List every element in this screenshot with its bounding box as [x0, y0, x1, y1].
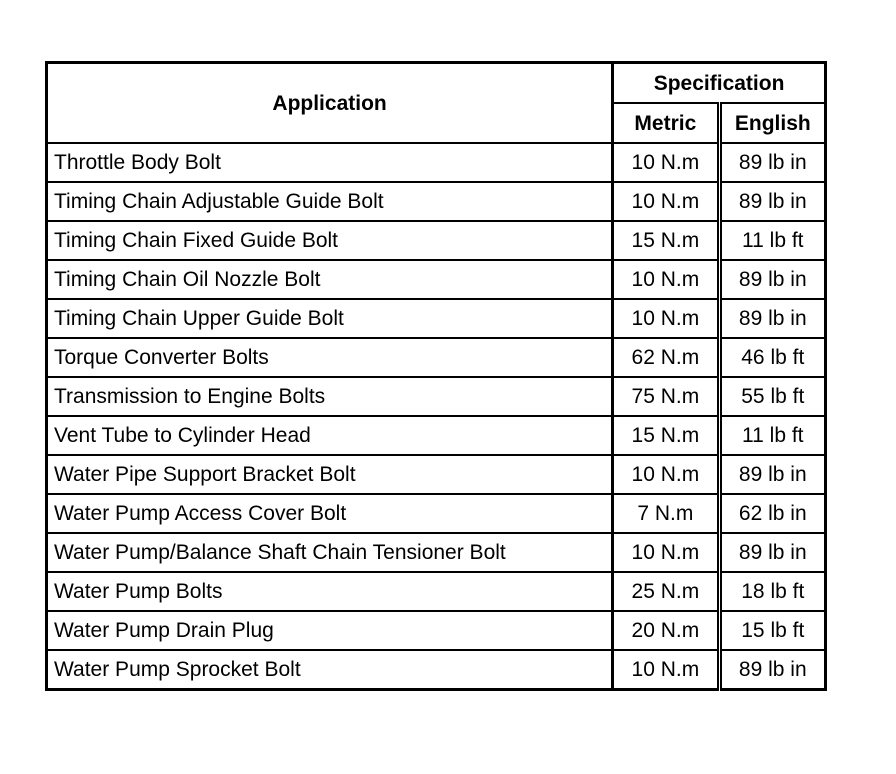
table-row	[47, 455, 826, 494]
application-cell: Timing Chain Fixed Guide Bolt	[47, 221, 613, 260]
english-value-cell: 11 lb ft	[719, 221, 825, 260]
metric-value-cell: 7 N.m	[613, 494, 719, 533]
table-row	[47, 377, 826, 416]
application-cell: Water Pump Drain Plug	[47, 611, 613, 650]
application-cell: Timing Chain Upper Guide Bolt	[47, 299, 613, 338]
english-value-cell: 18 lb ft	[719, 572, 825, 611]
application-cell: Torque Converter Bolts	[47, 338, 613, 377]
english-value-cell: 89 lb in	[719, 143, 825, 182]
english-value-cell: 62 lb in	[719, 494, 825, 533]
application-cell: Water Pump Bolts	[47, 572, 613, 611]
table-body	[47, 143, 826, 690]
metric-value-cell: 10 N.m	[613, 455, 719, 494]
english-value-cell: 15 lb ft	[719, 611, 825, 650]
metric-value-cell: 10 N.m	[613, 650, 719, 690]
metric-value-cell: 15 N.m	[613, 221, 719, 260]
metric-value-cell: 62 N.m	[613, 338, 719, 377]
english-header: English	[719, 103, 825, 143]
table-row	[47, 182, 826, 221]
table-row	[47, 650, 826, 690]
table-row	[47, 299, 826, 338]
table-row	[47, 494, 826, 533]
application-cell: Throttle Body Bolt	[47, 143, 613, 182]
english-value-cell: 89 lb in	[719, 650, 825, 690]
application-header: Application	[47, 63, 613, 144]
application-cell: Transmission to Engine Bolts	[47, 377, 613, 416]
fastener-specification-table	[45, 61, 827, 691]
metric-value-cell: 10 N.m	[613, 533, 719, 572]
table-row	[47, 338, 826, 377]
application-cell: Vent Tube to Cylinder Head	[47, 416, 613, 455]
table-row	[47, 260, 826, 299]
metric-value-cell: 10 N.m	[613, 143, 719, 182]
english-value-cell: 11 lb ft	[719, 416, 825, 455]
metric-value-cell: 10 N.m	[613, 260, 719, 299]
english-value-cell: 89 lb in	[719, 182, 825, 221]
specification-header: Specification	[613, 63, 826, 104]
english-value-cell: 89 lb in	[719, 260, 825, 299]
english-value-cell: 89 lb in	[719, 455, 825, 494]
metric-value-cell: 10 N.m	[613, 299, 719, 338]
table-row	[47, 143, 826, 182]
english-value-cell: 46 lb ft	[719, 338, 825, 377]
english-value-cell: 89 lb in	[719, 299, 825, 338]
english-value-cell: 89 lb in	[719, 533, 825, 572]
table-row	[47, 611, 826, 650]
metric-value-cell: 20 N.m	[613, 611, 719, 650]
metric-value-cell: 75 N.m	[613, 377, 719, 416]
table-row	[47, 533, 826, 572]
application-cell: Water Pump Access Cover Bolt	[47, 494, 613, 533]
table-row	[47, 416, 826, 455]
metric-value-cell: 15 N.m	[613, 416, 719, 455]
table-row	[47, 572, 826, 611]
application-cell: Timing Chain Oil Nozzle Bolt	[47, 260, 613, 299]
metric-value-cell: 25 N.m	[613, 572, 719, 611]
application-cell: Water Pump Sprocket Bolt	[47, 650, 613, 690]
metric-header: Metric	[613, 103, 719, 143]
metric-value-cell: 10 N.m	[613, 182, 719, 221]
application-cell: Timing Chain Adjustable Guide Bolt	[47, 182, 613, 221]
table-row	[47, 221, 826, 260]
application-cell: Water Pump/Balance Shaft Chain Tensioner Bolt	[47, 533, 613, 572]
application-cell: Water Pipe Support Bracket Bolt	[47, 455, 613, 494]
english-value-cell: 55 lb ft	[719, 377, 825, 416]
